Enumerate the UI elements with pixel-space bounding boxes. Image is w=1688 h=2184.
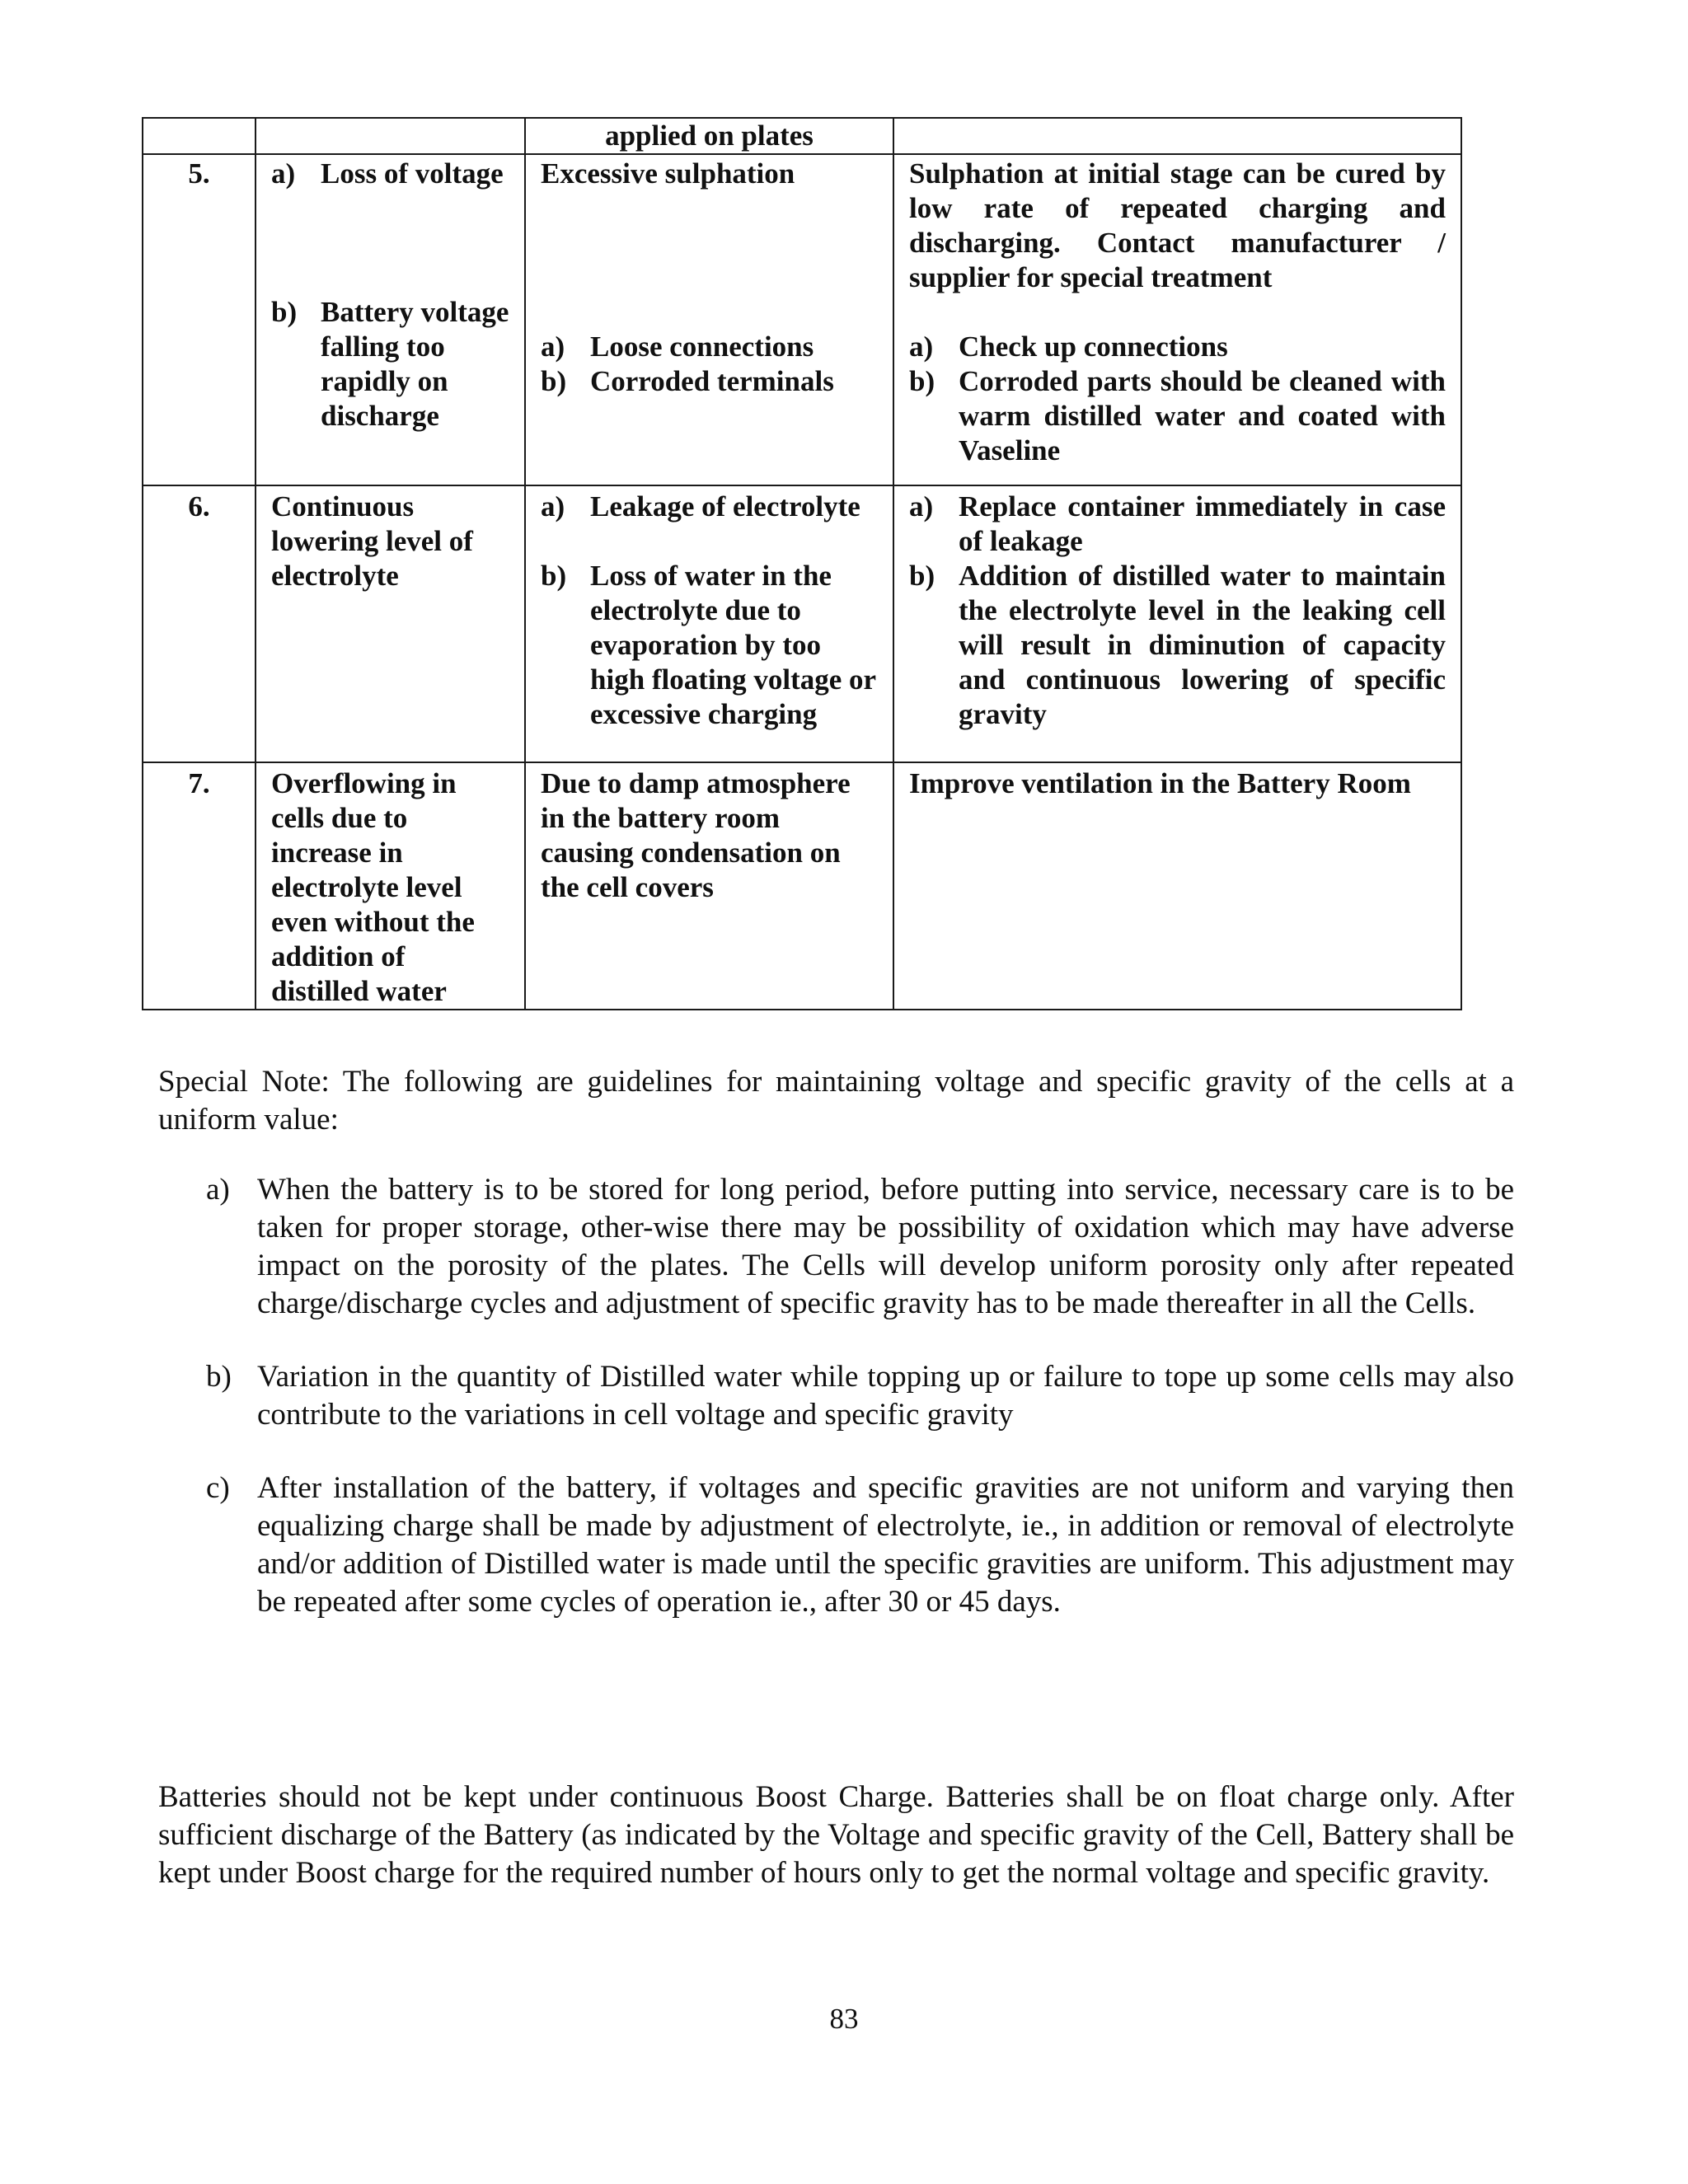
list-marker: a) [909,330,934,363]
list-marker: b) [206,1360,232,1394]
list-marker: b) [271,296,298,328]
list-marker: b) [541,560,567,592]
problem-cell [256,154,525,485]
special-note: Special Note: The following are guidelines for maintaining voltage and specific gravity of the cells at a uniform value: [158,1065,1514,1137]
table-row-continuation [143,118,1461,154]
remedy-cell [893,154,1461,485]
table-row-6 [143,485,1461,762]
list-item [206,1469,1514,1621]
list-item [909,559,1446,732]
list-item [206,1171,1514,1323]
list-item [271,157,509,191]
guideline-text: After installation of the battery, if voltages and specific gravities are not uniform and varying then equalizing charge shall be made by adjustment of electrolyte, ie., in addition or removal of electrolyte and/or addition of Distilled water is made until the specific gravities are uniform. This adjustment may be repeated after some cycles of operation ie., after 30 or 45 days. [257,1471,1514,1619]
list-marker: b) [541,365,567,397]
cause-cell [525,485,893,762]
list-item [541,559,878,732]
list-marker: c) [206,1471,230,1505]
problem-cell [256,485,525,762]
list-item [271,295,509,434]
cause-cell [525,762,893,1010]
page-number: 83 [829,2003,859,2035]
problem-text: Battery voltage falling too rapidly on discharge [321,296,509,432]
list-item [541,490,878,524]
guideline-text: When the battery is to be stored for long period, before putting into service, necessary care is to be taken for proper storage, other-wise there may be possibility of oxidation which may have adverse impact on the porosity of the plates. The Cells will develop uniform porosity only after repeated charge/discharge cycles and adjustment of specific gravity has to be made thereafter in all the Cells. [257,1173,1514,1320]
problem-text: Overflowing in cells due to increase in electrolyte level even without the addition of distilled water [271,767,475,1007]
troubleshooting-table [142,117,1462,1010]
cause-cell [525,154,893,485]
problem-text: Loss of voltage [321,157,504,190]
table-cell [143,118,256,154]
list-marker: a) [541,490,565,523]
cause-text: Corroded terminals [590,365,834,397]
remedy-text: Replace container immediately in case of leakage [959,490,1446,557]
table-row-7 [143,762,1461,1010]
table-row-5 [143,154,1461,485]
closing-paragraph: Batteries should not be kept under continuous Boost Charge. Batteries shall be on float charge only. After sufficient discharge of the Battery (as indicated by the Voltage and specific gravity of the Cell, Battery shall be kept under Boost charge for the required number of hours only to get the normal voltage and specific gravity. [158,1780,1514,1890]
cause-text: Loss of water in the electrolyte due to evaporation by too high floating voltage or excessive charging [590,560,876,730]
remedy-text: Check up connections [959,330,1228,363]
guideline-text: Variation in the quantity of Distilled water while topping up or failure to tope up some cells may also contribute to the variations in cell voltage and specific gravity [257,1360,1514,1432]
problem-cell [256,762,525,1010]
list-item [909,490,1446,559]
remedy-cell [893,485,1461,762]
list-marker: b) [909,560,935,592]
remedy-text: Addition of distilled water to maintain the electrolyte level in the leaking cell will result in diminution of capacity and continuous lowering of specific gravity [959,560,1446,730]
table-cell [893,118,1461,154]
row-number: 5. [143,154,256,485]
list-marker: a) [206,1173,230,1207]
list-item [541,330,878,364]
remedy-text: Improve ventilation in the Battery Room [909,767,1411,799]
list-marker: a) [271,157,296,190]
list-item [909,364,1446,468]
list-marker: b) [909,365,935,397]
remedy-text: Corroded parts should be cleaned with warm distilled water and coated with Vaseline [959,365,1446,466]
list-marker: a) [909,490,934,523]
guidelines-list [206,1171,1514,1657]
list-item [206,1358,1514,1434]
remedy-cell [893,762,1461,1010]
row-number: 6. [143,485,256,762]
cause-text: Excessive sulphation [541,157,795,190]
cause-text: Loose connections [590,330,814,363]
continuation-cause-cell: applied on plates [525,118,893,154]
remedy-text: Sulphation at initial stage can be cured by low rate of repeated charging and discharging. Contact manufacturer / supplier for special treatment [909,157,1446,293]
list-marker: a) [541,330,565,363]
list-item [541,364,878,399]
cause-text: Due to damp atmosphere in the battery room causing condensation on the cell covers [541,767,851,903]
table-cell [256,118,525,154]
cause-text: Leakage of electrolyte [590,490,860,523]
list-item [909,330,1446,364]
row-number: 7. [143,762,256,1010]
problem-text: Continuous lowering level of electrolyte [271,490,473,592]
